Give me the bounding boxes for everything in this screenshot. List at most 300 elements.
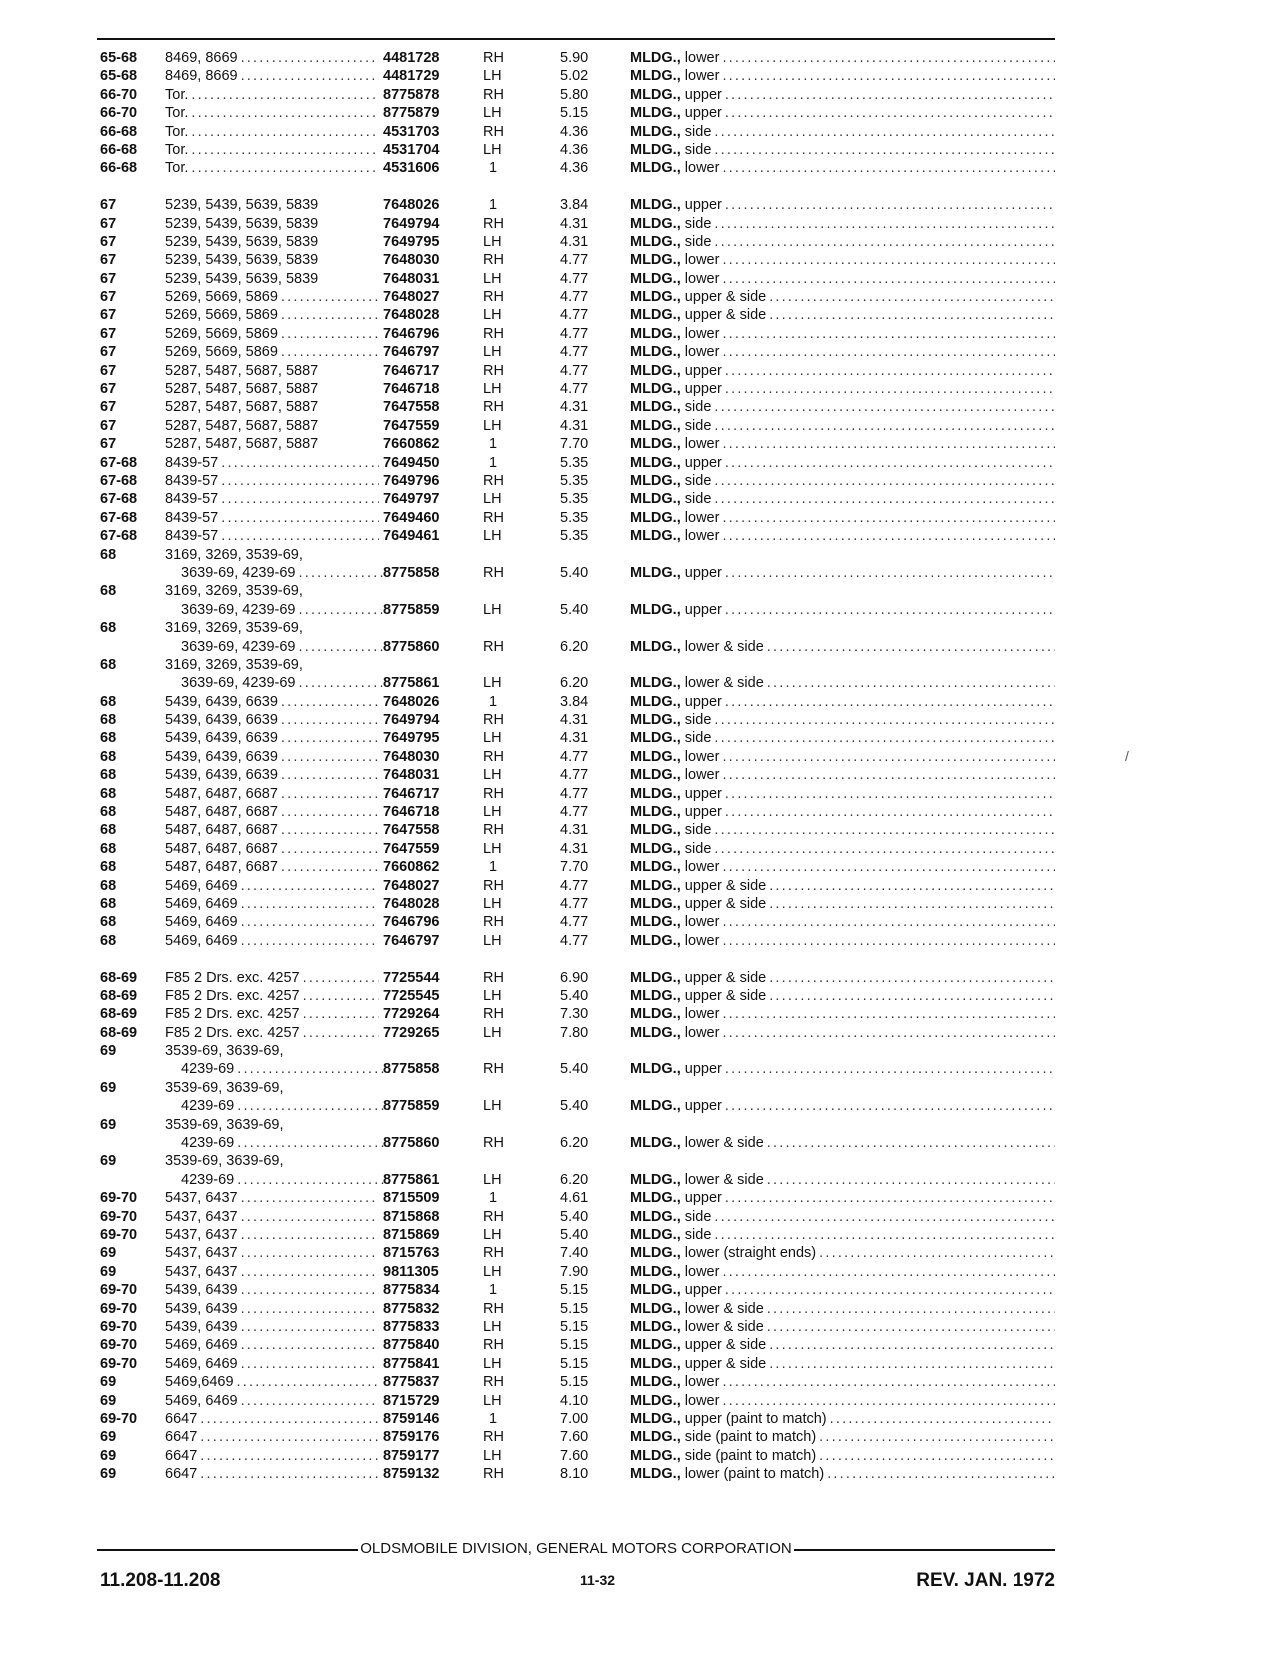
part-number: 8759132 <box>383 1466 440 1483</box>
model-text: 5469,6469 <box>165 1374 234 1391</box>
side-qty: LH <box>483 840 502 857</box>
price: 4.36 <box>560 123 589 140</box>
model-text: 5439, 6439 <box>165 1282 238 1299</box>
part-number: 8775858 <box>383 1061 440 1078</box>
model-numbers <box>165 343 379 361</box>
model-text: 5437, 6437 <box>165 1190 238 1207</box>
description-detail: upper <box>684 601 722 618</box>
description-label: MLDG., <box>630 233 681 250</box>
model-numbers <box>165 1097 395 1115</box>
description-text <box>630 196 725 214</box>
description-detail: lower <box>684 68 720 85</box>
price: 4.31 <box>560 730 589 747</box>
part-number: 7649796 <box>383 472 440 489</box>
leader-dots <box>281 840 379 858</box>
model-numbers <box>165 1300 379 1318</box>
leader-dots <box>722 858 1055 876</box>
price: 7.90 <box>560 1263 589 1280</box>
model-numbers <box>165 601 395 619</box>
leader-dots <box>200 1428 379 1446</box>
leader-dots <box>722 270 1055 288</box>
model-text: 8469, 8669 <box>165 50 238 66</box>
description-text <box>630 343 722 361</box>
description <box>630 711 1055 729</box>
description <box>630 1189 1055 1207</box>
description-detail: lower & side <box>684 1318 764 1335</box>
price: 4.77 <box>560 748 589 765</box>
leader-dots <box>241 1392 379 1410</box>
model-year: 67 <box>100 270 117 287</box>
model-numbers <box>165 86 379 104</box>
top-rule <box>97 38 1055 40</box>
model-year: 66-68 <box>100 141 138 158</box>
model-text: 4239-69 <box>181 1098 235 1115</box>
description-label: MLDG., <box>630 1171 681 1188</box>
model-numbers <box>165 509 379 527</box>
price: 5.40 <box>560 1227 589 1243</box>
price: 6.20 <box>560 1171 589 1188</box>
description-detail: side <box>684 233 712 250</box>
price: 4.77 <box>560 307 589 324</box>
description-label: MLDG., <box>630 932 681 949</box>
model-year: 67-68 <box>100 472 138 489</box>
description <box>630 104 1055 122</box>
description-detail: lower <box>684 914 720 931</box>
leader-dots <box>714 141 1055 159</box>
parts-row <box>0 49 1281 67</box>
model-text: 5287, 5487, 5687, 5887 <box>165 417 319 434</box>
part-number: 7648026 <box>383 197 440 214</box>
parts-row <box>0 306 1281 324</box>
model-text: 5287, 5487, 5687, 5887 <box>165 399 319 416</box>
side-qty: RH <box>483 123 504 140</box>
side-qty: LH <box>483 932 502 949</box>
parts-row <box>0 1060 1281 1078</box>
description-label: MLDG., <box>630 270 681 287</box>
leader-dots <box>819 1428 1055 1446</box>
price: 4.77 <box>560 270 589 287</box>
side-qty: 1 <box>489 1282 498 1299</box>
model-year: 69-70 <box>100 1318 138 1335</box>
model-text: 3639-69, 4239-69 <box>181 601 296 618</box>
model-year: 68-69 <box>100 1024 138 1041</box>
side-qty: LH <box>483 804 502 821</box>
description-text <box>630 638 767 656</box>
leader-dots <box>241 932 379 950</box>
description-label: MLDG., <box>630 1447 681 1464</box>
description-detail: lower & side <box>684 1135 764 1152</box>
part-number: 8775859 <box>383 1098 440 1115</box>
description <box>630 325 1055 343</box>
parts-row <box>0 932 1281 950</box>
description-label: MLDG., <box>630 1024 681 1041</box>
model-numbers <box>165 638 395 656</box>
description-text <box>630 233 714 251</box>
description-text <box>630 141 714 159</box>
description-text <box>630 1392 722 1410</box>
part-number: 7648027 <box>383 877 440 894</box>
description-detail: side <box>684 840 712 857</box>
parts-row <box>0 656 1281 674</box>
model-year: 68 <box>100 840 117 857</box>
description <box>630 1171 1055 1189</box>
leader-dots <box>200 1410 379 1428</box>
description-label: MLDG., <box>630 325 681 342</box>
description-detail: side <box>684 215 712 232</box>
description-text <box>630 1134 767 1152</box>
parts-row <box>0 1300 1281 1318</box>
price: 7.70 <box>560 859 589 876</box>
leader-dots <box>241 877 379 895</box>
model-text: 5439, 6439, 6639 <box>165 748 278 765</box>
side-qty: RH <box>483 50 504 66</box>
side-qty: LH <box>483 141 502 158</box>
price: 4.77 <box>560 895 589 912</box>
description-detail: upper <box>684 564 722 581</box>
leader-dots <box>714 711 1055 729</box>
parts-row <box>0 1410 1281 1428</box>
description-detail: side <box>684 822 712 839</box>
leader-dots <box>221 490 379 508</box>
leader-dots <box>299 601 396 619</box>
part-number: 7647558 <box>383 399 440 416</box>
side-qty: RH <box>483 509 504 526</box>
parts-row <box>0 472 1281 490</box>
leader-dots <box>241 1281 379 1299</box>
row-spacer <box>0 950 1281 968</box>
price: 5.02 <box>560 68 589 85</box>
description-label: MLDG., <box>630 1227 681 1243</box>
description-text <box>630 490 714 508</box>
model-year: 66-70 <box>100 105 138 122</box>
part-number: 7647559 <box>383 417 440 434</box>
parts-row <box>0 159 1281 177</box>
price: 4.77 <box>560 877 589 894</box>
description <box>630 1244 1055 1262</box>
price: 7.60 <box>560 1429 589 1446</box>
description <box>630 1465 1055 1483</box>
price: 5.15 <box>560 105 589 122</box>
parts-row <box>0 380 1281 398</box>
model-year: 68 <box>100 620 117 637</box>
leader-dots <box>299 564 396 582</box>
side-qty: RH <box>483 785 504 802</box>
part-number: 7649797 <box>383 491 440 508</box>
description-label: MLDG., <box>630 1355 681 1372</box>
description <box>630 1428 1055 1446</box>
side-qty: LH <box>483 675 502 692</box>
description-detail: lower <box>684 1374 720 1391</box>
description <box>630 1097 1055 1115</box>
part-number: 4481729 <box>383 68 440 85</box>
model-year: 69 <box>100 1392 117 1409</box>
part-number: 8775837 <box>383 1374 440 1391</box>
side-qty: RH <box>483 969 504 986</box>
price: 5.35 <box>560 528 589 545</box>
leader-dots <box>722 1263 1055 1281</box>
description-detail: lower <box>684 932 720 949</box>
model-year: 67 <box>100 381 117 398</box>
part-number: 7660862 <box>383 436 440 453</box>
description <box>630 454 1055 472</box>
model-numbers <box>165 546 379 564</box>
description-detail: upper <box>684 785 722 802</box>
description-detail: lower <box>684 270 720 287</box>
leader-dots <box>221 509 379 527</box>
model-text: 5239, 5439, 5639, 5839 <box>165 215 319 232</box>
description-detail: upper <box>684 693 722 710</box>
model-year: 68-69 <box>100 969 138 986</box>
description-label: MLDG., <box>630 859 681 876</box>
leader-dots <box>221 527 379 545</box>
side-qty: LH <box>483 1355 502 1372</box>
price: 5.35 <box>560 509 589 526</box>
model-year: 69 <box>100 1374 117 1391</box>
description <box>630 472 1055 490</box>
leader-dots <box>722 1392 1055 1410</box>
model-text: 5469, 6469 <box>165 1355 238 1372</box>
description-detail: side <box>684 141 712 158</box>
description-label: MLDG., <box>630 785 681 802</box>
side-qty: RH <box>483 215 504 232</box>
leader-dots <box>725 454 1055 472</box>
parts-row <box>0 1005 1281 1023</box>
price: 5.40 <box>560 564 589 581</box>
description-detail: upper <box>684 1061 722 1078</box>
side-qty: RH <box>483 399 504 416</box>
parts-row <box>0 215 1281 233</box>
price: 4.31 <box>560 215 589 232</box>
side-qty: LH <box>483 987 502 1004</box>
description-label: MLDG., <box>630 1135 681 1152</box>
price: 7.60 <box>560 1447 589 1464</box>
price: 4.31 <box>560 822 589 839</box>
footer-title: OLDSMOBILE DIVISION, GENERAL MOTORS CORPORATION <box>360 1540 792 1557</box>
description <box>630 1024 1055 1042</box>
parts-row <box>0 1336 1281 1354</box>
model-year: 65-68 <box>100 50 138 66</box>
description-detail: side <box>684 712 712 729</box>
price: 7.80 <box>560 1024 589 1041</box>
model-year: 68 <box>100 804 117 821</box>
description-label: MLDG., <box>630 987 681 1004</box>
leader-dots <box>725 380 1055 398</box>
leader-dots <box>241 67 379 85</box>
part-number: 8775840 <box>383 1337 440 1354</box>
model-year: 69 <box>100 1153 117 1170</box>
description-detail: lower & side <box>684 1300 764 1317</box>
side-qty: RH <box>483 1061 504 1078</box>
parts-row <box>0 1079 1281 1097</box>
side-qty: LH <box>483 233 502 250</box>
model-numbers <box>165 527 379 545</box>
description <box>630 159 1055 177</box>
description-text <box>630 729 714 747</box>
side-qty: RH <box>483 1300 504 1317</box>
description <box>630 509 1055 527</box>
leader-dots <box>241 49 379 67</box>
model-numbers <box>165 748 379 766</box>
parts-row <box>0 1116 1281 1134</box>
model-text: F85 2 Drs. exc. 4257 <box>165 1024 300 1041</box>
parts-row <box>0 123 1281 141</box>
price: 4.77 <box>560 289 589 306</box>
description-label: MLDG., <box>630 1466 681 1483</box>
model-year: 67-68 <box>100 509 138 526</box>
leader-dots <box>281 748 379 766</box>
model-text: 5269, 5669, 5869 <box>165 307 278 324</box>
leader-dots <box>237 1134 395 1152</box>
model-text: 5287, 5487, 5687, 5887 <box>165 362 319 379</box>
model-text: 5287, 5487, 5687, 5887 <box>165 436 319 453</box>
model-text: 5469, 6469 <box>165 914 238 931</box>
description-detail: upper <box>684 1282 722 1299</box>
description-text <box>630 1263 722 1281</box>
leader-dots <box>819 1244 1055 1262</box>
description-label: MLDG., <box>630 105 681 122</box>
model-year: 69 <box>100 1043 117 1060</box>
description <box>630 251 1055 269</box>
model-year: 68 <box>100 767 117 784</box>
description-text <box>630 1428 819 1446</box>
description <box>630 1410 1055 1428</box>
description-label: MLDG., <box>630 160 681 177</box>
price: 4.77 <box>560 785 589 802</box>
part-number: 7649461 <box>383 528 440 545</box>
leader-dots <box>281 766 379 784</box>
stray-mark: / <box>1125 748 1129 764</box>
description-detail: lower <box>684 160 720 177</box>
model-year: 69-70 <box>100 1227 138 1243</box>
model-numbers <box>165 858 379 876</box>
description-detail: upper <box>684 804 722 821</box>
leader-dots <box>722 49 1055 67</box>
description <box>630 785 1055 803</box>
leader-dots <box>281 306 379 324</box>
parts-row <box>0 1171 1281 1189</box>
description-detail: upper <box>684 362 722 379</box>
leader-dots <box>200 1465 379 1483</box>
model-year: 67 <box>100 436 117 453</box>
model-year: 68 <box>100 895 117 912</box>
leader-dots <box>827 1465 1055 1483</box>
leader-dots <box>714 398 1055 416</box>
price: 4.77 <box>560 362 589 379</box>
description-detail: lower & side <box>684 638 764 655</box>
side-qty: 1 <box>489 197 498 214</box>
description-text <box>630 932 722 950</box>
leader-dots <box>714 1226 1055 1244</box>
description-label: MLDG., <box>630 638 681 655</box>
model-numbers <box>165 233 379 251</box>
description-detail: lower <box>684 528 720 545</box>
parts-row <box>0 601 1281 619</box>
description-detail: lower <box>684 344 720 361</box>
description <box>630 932 1055 950</box>
description-detail: upper <box>684 1098 722 1115</box>
model-numbers <box>165 1042 379 1060</box>
model-text: 5469, 6469 <box>165 895 238 912</box>
parts-row <box>0 895 1281 913</box>
leader-dots <box>303 987 379 1005</box>
description-label: MLDG., <box>630 417 681 434</box>
leader-dots <box>714 729 1055 747</box>
leader-dots <box>714 215 1055 233</box>
model-text: 3539-69, 3639-69, <box>165 1153 284 1170</box>
model-text: 5487, 6487, 6687 <box>165 840 278 857</box>
model-text: Tor. <box>165 105 189 122</box>
parts-row <box>0 398 1281 416</box>
leader-dots <box>722 527 1055 545</box>
description-text <box>630 509 722 527</box>
price: 4.77 <box>560 932 589 949</box>
parts-row <box>0 564 1281 582</box>
side-qty: 1 <box>489 454 498 471</box>
model-text: 5269, 5669, 5869 <box>165 325 278 342</box>
side-qty: 1 <box>489 859 498 876</box>
model-numbers <box>165 306 379 324</box>
description-detail: upper & side <box>684 289 767 306</box>
model-year: 69 <box>100 1263 117 1280</box>
price: 4.77 <box>560 381 589 398</box>
description-text <box>630 270 722 288</box>
description-detail: upper <box>684 381 722 398</box>
parts-row <box>0 270 1281 288</box>
description <box>630 306 1055 324</box>
model-text: 3539-69, 3639-69, <box>165 1079 284 1096</box>
parts-row <box>0 233 1281 251</box>
part-number: 8775860 <box>383 1135 440 1152</box>
model-text: Tor. <box>165 141 189 158</box>
doc-number: 11.208-11.208 <box>100 1570 221 1591</box>
model-text: 5469, 6469 <box>165 877 238 894</box>
model-text: 8439-57 <box>165 528 219 545</box>
parts-row <box>0 785 1281 803</box>
model-year: 68 <box>100 656 117 673</box>
model-text: Tor. <box>165 123 189 140</box>
leader-dots <box>281 729 379 747</box>
leader-dots <box>769 306 1055 324</box>
description-detail: side <box>684 1208 712 1225</box>
side-qty: RH <box>483 877 504 894</box>
price: 4.10 <box>560 1392 589 1409</box>
price: 6.20 <box>560 638 589 655</box>
description-label: MLDG., <box>630 491 681 508</box>
parts-list <box>0 49 1281 1483</box>
parts-row <box>0 840 1281 858</box>
model-year: 68 <box>100 932 117 949</box>
description-detail: lower <box>684 1392 720 1409</box>
side-qty: LH <box>483 1024 502 1041</box>
leader-dots <box>714 417 1055 435</box>
parts-row <box>0 913 1281 931</box>
model-numbers <box>165 693 379 711</box>
side-qty: LH <box>483 528 502 545</box>
side-qty: RH <box>483 1337 504 1354</box>
description-text <box>630 601 725 619</box>
leader-dots <box>722 748 1055 766</box>
description <box>630 821 1055 839</box>
description-detail: upper & side <box>684 895 767 912</box>
model-numbers <box>165 821 379 839</box>
model-year: 68 <box>100 748 117 765</box>
model-numbers <box>165 1116 379 1134</box>
model-text: 4239-69 <box>181 1135 235 1152</box>
parts-row <box>0 766 1281 784</box>
part-number: 7647559 <box>383 840 440 857</box>
leader-dots <box>769 987 1055 1005</box>
model-text: 5239, 5439, 5639, 5839 <box>165 233 319 250</box>
